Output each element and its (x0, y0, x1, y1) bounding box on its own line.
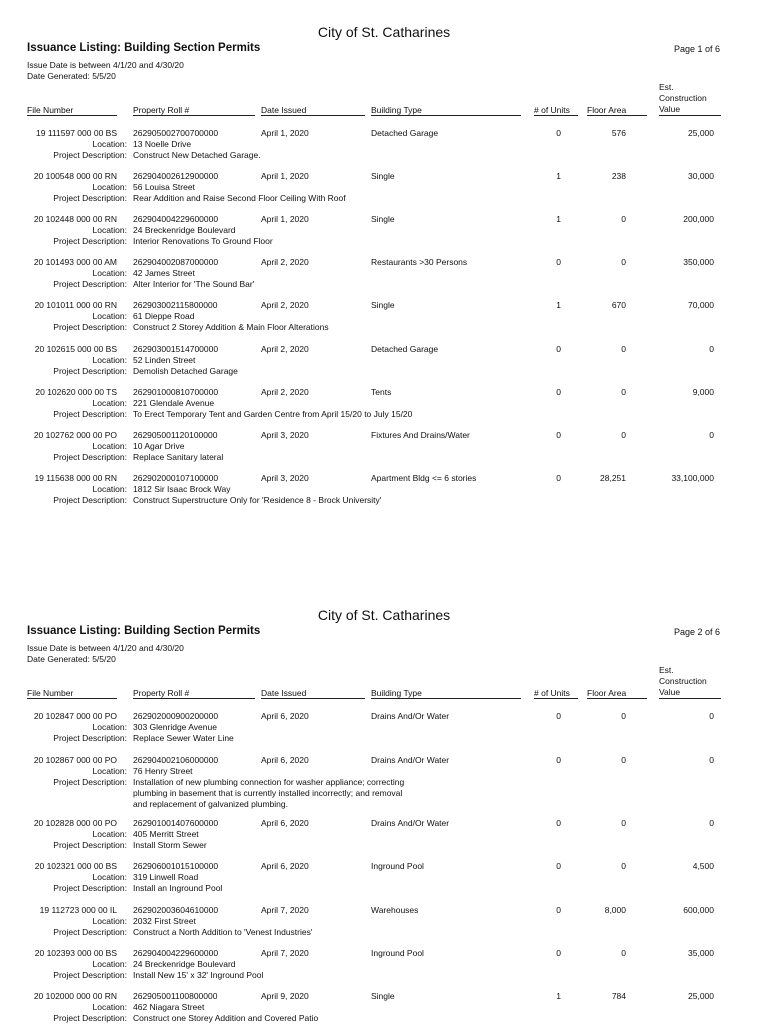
property-roll: 262905001100800000 (133, 991, 218, 1001)
file-number: 20 102321 000 00 BS (34, 861, 117, 871)
est-value: 33,100,000 (671, 473, 714, 483)
property-roll: 262903002115800000 (133, 300, 218, 310)
units: 0 (556, 128, 561, 138)
header-underline (534, 698, 578, 699)
property-roll: 262904004229600000 (133, 214, 219, 224)
col-est-line1: Est. (659, 82, 674, 92)
col-date-issued: Date Issued (261, 688, 307, 698)
col-date-issued: Date Issued (261, 105, 307, 115)
file-number: 20 101493 000 00 AM (33, 257, 117, 267)
location-label: Location: (92, 766, 127, 776)
property-roll: 262904004229600000 (133, 948, 219, 958)
col-est-line3: Value (659, 104, 681, 114)
date-generated: Date Generated: 5/5/20 (27, 71, 116, 81)
location-label: Location: (92, 182, 127, 192)
file-number: 19 115638 000 00 RN (34, 473, 117, 483)
file-number: 20 102620 000 00 TS (35, 387, 117, 397)
project-description-label: Project Description: (53, 193, 127, 203)
location-label: Location: (92, 139, 127, 149)
location-label: Location: (92, 441, 127, 451)
property-roll: 262901000810700000 (133, 387, 219, 397)
page-number: Page 1 of 6 (673, 44, 720, 54)
location-value: 24 Breckenridge Boulevard (133, 225, 236, 235)
project-description-value: Install an Inground Pool (133, 883, 223, 893)
date-issued: April 1, 2020 (261, 128, 309, 138)
property-roll: 262904002106000000 (133, 755, 219, 765)
file-number: 20 102448 000 00 RN (33, 214, 117, 224)
date-issued: April 6, 2020 (261, 755, 309, 765)
project-description-value: Construct a North Addition to 'Venest Industries' (133, 927, 313, 937)
location-value: 61 Dieppe Road (133, 311, 195, 321)
location-value: 462 Niagara Street (133, 1002, 205, 1012)
property-roll: 262902000107100000 (133, 473, 219, 483)
header-underline (534, 115, 578, 116)
file-number: 19 111597 000 00 BS (36, 128, 117, 138)
project-description-value: Demolish Detached Garage (133, 366, 238, 376)
date-issued: April 6, 2020 (261, 818, 309, 828)
floor-area: 0 (621, 387, 626, 397)
col-floor-area: Floor Area (587, 105, 627, 115)
building-type: Detached Garage (371, 344, 439, 354)
location-label: Location: (92, 829, 127, 839)
est-value: 4,500 (692, 861, 714, 871)
est-value: 0 (709, 818, 714, 828)
location-label: Location: (92, 355, 127, 365)
date-issued: April 7, 2020 (261, 905, 309, 915)
col-est-line3: Value (659, 687, 681, 697)
building-type: Single (371, 171, 395, 181)
location-label: Location: (92, 311, 127, 321)
project-description-label: Project Description: (53, 883, 127, 893)
file-number: 20 102847 000 00 PO (33, 711, 117, 721)
units: 0 (556, 711, 561, 721)
units: 1 (556, 300, 561, 310)
property-roll: 262902000900200000 (133, 711, 219, 721)
units: 0 (556, 948, 561, 958)
floor-area: 0 (621, 948, 626, 958)
location-value: 56 Louisa Street (133, 182, 195, 192)
page-number: Page 2 of 6 (673, 627, 720, 637)
building-type: Tents (371, 387, 392, 397)
floor-area: 0 (621, 257, 626, 267)
project-description-value: Construct one Storey Addition and Covered Patio (133, 1013, 319, 1023)
date-issued: April 2, 2020 (261, 344, 309, 354)
location-value: 76 Henry Street (133, 766, 193, 776)
col-property-roll: Property Roll # (133, 105, 190, 115)
project-description-label: Project Description: (53, 970, 127, 980)
building-type: Single (371, 214, 395, 224)
est-value: 25,000 (688, 991, 714, 1001)
col-est-line1: Est. (659, 665, 674, 675)
building-type: Inground Pool (371, 948, 424, 958)
floor-area: 0 (621, 214, 626, 224)
project-description-label: Project Description: (53, 733, 127, 743)
date-issued: April 1, 2020 (261, 214, 309, 224)
est-value: 0 (709, 711, 714, 721)
units: 0 (556, 818, 561, 828)
project-description-value: Construct Superstructure Only for 'Residence 8 - Brock University' (133, 495, 382, 505)
project-description-label: Project Description: (53, 322, 127, 332)
location-value: 52 Linden Street (133, 355, 196, 365)
project-description-value: Rear Addition and Raise Second Floor Ceiling With Roof (133, 193, 346, 203)
units: 0 (556, 755, 561, 765)
location-label: Location: (92, 872, 127, 882)
floor-area: 0 (621, 818, 626, 828)
col-units: # of Units (534, 105, 570, 115)
floor-area: 8,000 (604, 905, 626, 915)
project-description-value: Replace Sanitary lateral (133, 452, 224, 462)
project-description-value: Construct 2 Storey Addition & Main Floor Alterations (133, 322, 329, 332)
file-number: 19 112723 000 00 IL (39, 905, 117, 915)
col-file-number: File Number (27, 105, 74, 115)
location-value: 405 Merritt Street (133, 829, 199, 839)
header-underline (261, 115, 365, 116)
property-roll: 262906001015100000 (133, 861, 219, 871)
issue-date-range: Issue Date is between 4/1/20 and 4/30/20 (27, 643, 184, 653)
location-value: 319 Linwell Road (133, 872, 199, 882)
project-description-label: Project Description: (53, 279, 127, 289)
project-description-value: Installation of new plumbing connection for washer appliance; correcting (133, 777, 405, 787)
location-value: 221 Glendale Avenue (133, 398, 215, 408)
property-roll: 262904002087000000 (133, 257, 219, 267)
project-description-label: Project Description: (53, 452, 127, 462)
est-value: 35,000 (688, 948, 714, 958)
project-description-label: Project Description: (53, 366, 127, 376)
units: 0 (556, 861, 561, 871)
building-type: Drains And/Or Water (371, 818, 450, 828)
building-type: Warehouses (371, 905, 419, 915)
date-issued: April 3, 2020 (261, 430, 309, 440)
building-type: Inground Pool (371, 861, 424, 871)
units: 0 (556, 257, 561, 267)
project-description-label: Project Description: (53, 495, 127, 505)
property-roll: 262901001407600000 (133, 818, 219, 828)
date-issued: April 3, 2020 (261, 473, 309, 483)
file-number: 20 100548 000 00 RN (33, 171, 117, 181)
project-description-value: Alter Interior for 'The Sound Bar' (133, 279, 255, 289)
building-type: Drains And/Or Water (371, 711, 450, 721)
issue-date-range: Issue Date is between 4/1/20 and 4/30/20 (27, 60, 184, 70)
project-description-value: and replacement of galvanized plumbing. (133, 799, 288, 809)
est-value: 30,000 (688, 171, 714, 181)
project-description-value: plumbing in basement that is currently installed incorrectly; and removal (133, 788, 403, 798)
col-est-line2: Construction (659, 93, 707, 103)
building-type: Single (371, 991, 395, 1001)
property-roll: 262903001514700000 (133, 344, 219, 354)
header-underline (587, 698, 647, 699)
date-issued: April 1, 2020 (261, 171, 309, 181)
units: 0 (556, 430, 561, 440)
location-label: Location: (92, 484, 127, 494)
floor-area: 28,251 (600, 473, 626, 483)
report-title: Issuance Listing: Building Section Permits (27, 42, 261, 54)
col-units: # of Units (534, 688, 570, 698)
location-label: Location: (92, 398, 127, 408)
header-underline (133, 115, 255, 116)
building-type: Restaurants >30 Persons (371, 257, 468, 267)
header-underline (659, 698, 721, 699)
building-type: Fixtures And Drains/Water (371, 430, 470, 440)
file-number: 20 102000 000 00 RN (33, 991, 117, 1001)
report-page-2 (0, 583, 768, 1024)
col-building-type: Building Type (371, 105, 422, 115)
header-underline (659, 115, 721, 116)
property-roll: 262905002700700000 (133, 128, 219, 138)
building-type: Drains And/Or Water (371, 755, 450, 765)
project-description-value: To Erect Temporary Tent and Garden Centre from April 15/20 to July 15/20 (133, 409, 413, 419)
project-description-value: Replace Sewer Water Line (133, 733, 234, 743)
est-value: 0 (709, 430, 714, 440)
floor-area: 576 (611, 128, 626, 138)
file-number: 20 102867 000 00 PO (33, 755, 117, 765)
location-label: Location: (92, 959, 127, 969)
est-value: 70,000 (688, 300, 714, 310)
floor-area: 784 (611, 991, 626, 1001)
location-label: Location: (92, 268, 127, 278)
file-number: 20 101011 000 00 RN (34, 300, 117, 310)
header-underline (371, 698, 521, 699)
units: 0 (556, 473, 561, 483)
file-number: 20 102762 000 00 PO (33, 430, 117, 440)
property-roll: 262905001120100000 (133, 430, 218, 440)
location-value: 13 Noelle Drive (133, 139, 192, 149)
location-label: Location: (92, 916, 127, 926)
units: 0 (556, 905, 561, 915)
units: 1 (556, 991, 561, 1001)
project-description-value: Install Storm Sewer (133, 840, 207, 850)
project-description-value: Install New 15' x 32' Inground Pool (133, 970, 264, 980)
city-name: City of St. Catharines (317, 607, 451, 623)
floor-area: 0 (621, 711, 626, 721)
header-underline (371, 115, 521, 116)
est-value: 0 (709, 344, 714, 354)
report-title: Issuance Listing: Building Section Permits (27, 625, 261, 637)
est-value: 600,000 (683, 905, 714, 915)
project-description-label: Project Description: (53, 840, 127, 850)
project-description-label: Project Description: (53, 1013, 127, 1023)
location-value: 24 Breckenridge Boulevard (133, 959, 236, 969)
file-number: 20 102615 000 00 BS (34, 344, 117, 354)
file-number: 20 102828 000 00 PO (33, 818, 117, 828)
location-label: Location: (92, 722, 127, 732)
building-type: Detached Garage (371, 128, 439, 138)
est-value: 25,000 (688, 128, 714, 138)
location-value: 2032 First Street (133, 916, 196, 926)
floor-area: 670 (611, 300, 626, 310)
building-type: Single (371, 300, 395, 310)
project-description-value: Construct New Detached Garage. (133, 150, 261, 160)
date-issued: April 2, 2020 (261, 387, 309, 397)
location-label: Location: (92, 1002, 127, 1012)
project-description-label: Project Description: (53, 409, 127, 419)
col-est-line2: Construction (659, 676, 707, 686)
est-value: 9,000 (692, 387, 714, 397)
file-number: 20 102393 000 00 BS (34, 948, 117, 958)
floor-area: 0 (621, 861, 626, 871)
location-value: 42 James Street (133, 268, 195, 278)
est-value: 0 (709, 755, 714, 765)
location-value: 303 Glenridge Avenue (133, 722, 217, 732)
date-issued: April 6, 2020 (261, 711, 309, 721)
city-name: City of St. Catharines (317, 24, 451, 40)
date-generated: Date Generated: 5/5/20 (27, 654, 116, 664)
header-underline (27, 698, 117, 699)
floor-area: 0 (621, 755, 626, 765)
building-type: Apartment Bldg <= 6 stories (371, 473, 477, 483)
date-issued: April 2, 2020 (261, 300, 309, 310)
col-file-number: File Number (27, 688, 74, 698)
project-description-value: Interior Renovations To Ground Floor (133, 236, 273, 246)
date-issued: April 9, 2020 (261, 991, 309, 1001)
header-underline (587, 115, 647, 116)
project-description-label: Project Description: (53, 150, 127, 160)
est-value: 200,000 (683, 214, 714, 224)
floor-area: 0 (621, 430, 626, 440)
col-building-type: Building Type (371, 688, 422, 698)
units: 0 (556, 344, 561, 354)
project-description-label: Project Description: (53, 927, 127, 937)
header-underline (133, 698, 255, 699)
floor-area: 0 (621, 344, 626, 354)
col-floor-area: Floor Area (587, 688, 627, 698)
location-value: 10 Agar Drive (133, 441, 185, 451)
est-value: 350,000 (683, 257, 714, 267)
location-value: 1812 Sir Isaac Brock Way (133, 484, 231, 494)
project-description-label: Project Description: (53, 777, 127, 787)
units: 1 (556, 214, 561, 224)
property-roll: 262904002612900000 (133, 171, 219, 181)
header-underline (261, 698, 365, 699)
date-issued: April 2, 2020 (261, 257, 309, 267)
project-description-label: Project Description: (53, 236, 127, 246)
units: 0 (556, 387, 561, 397)
date-issued: April 6, 2020 (261, 861, 309, 871)
header-underline (27, 115, 117, 116)
units: 1 (556, 171, 561, 181)
floor-area: 238 (611, 171, 626, 181)
col-property-roll: Property Roll # (133, 688, 190, 698)
property-roll: 262902003604610000 (133, 905, 219, 915)
location-label: Location: (92, 225, 127, 235)
date-issued: April 7, 2020 (261, 948, 309, 958)
